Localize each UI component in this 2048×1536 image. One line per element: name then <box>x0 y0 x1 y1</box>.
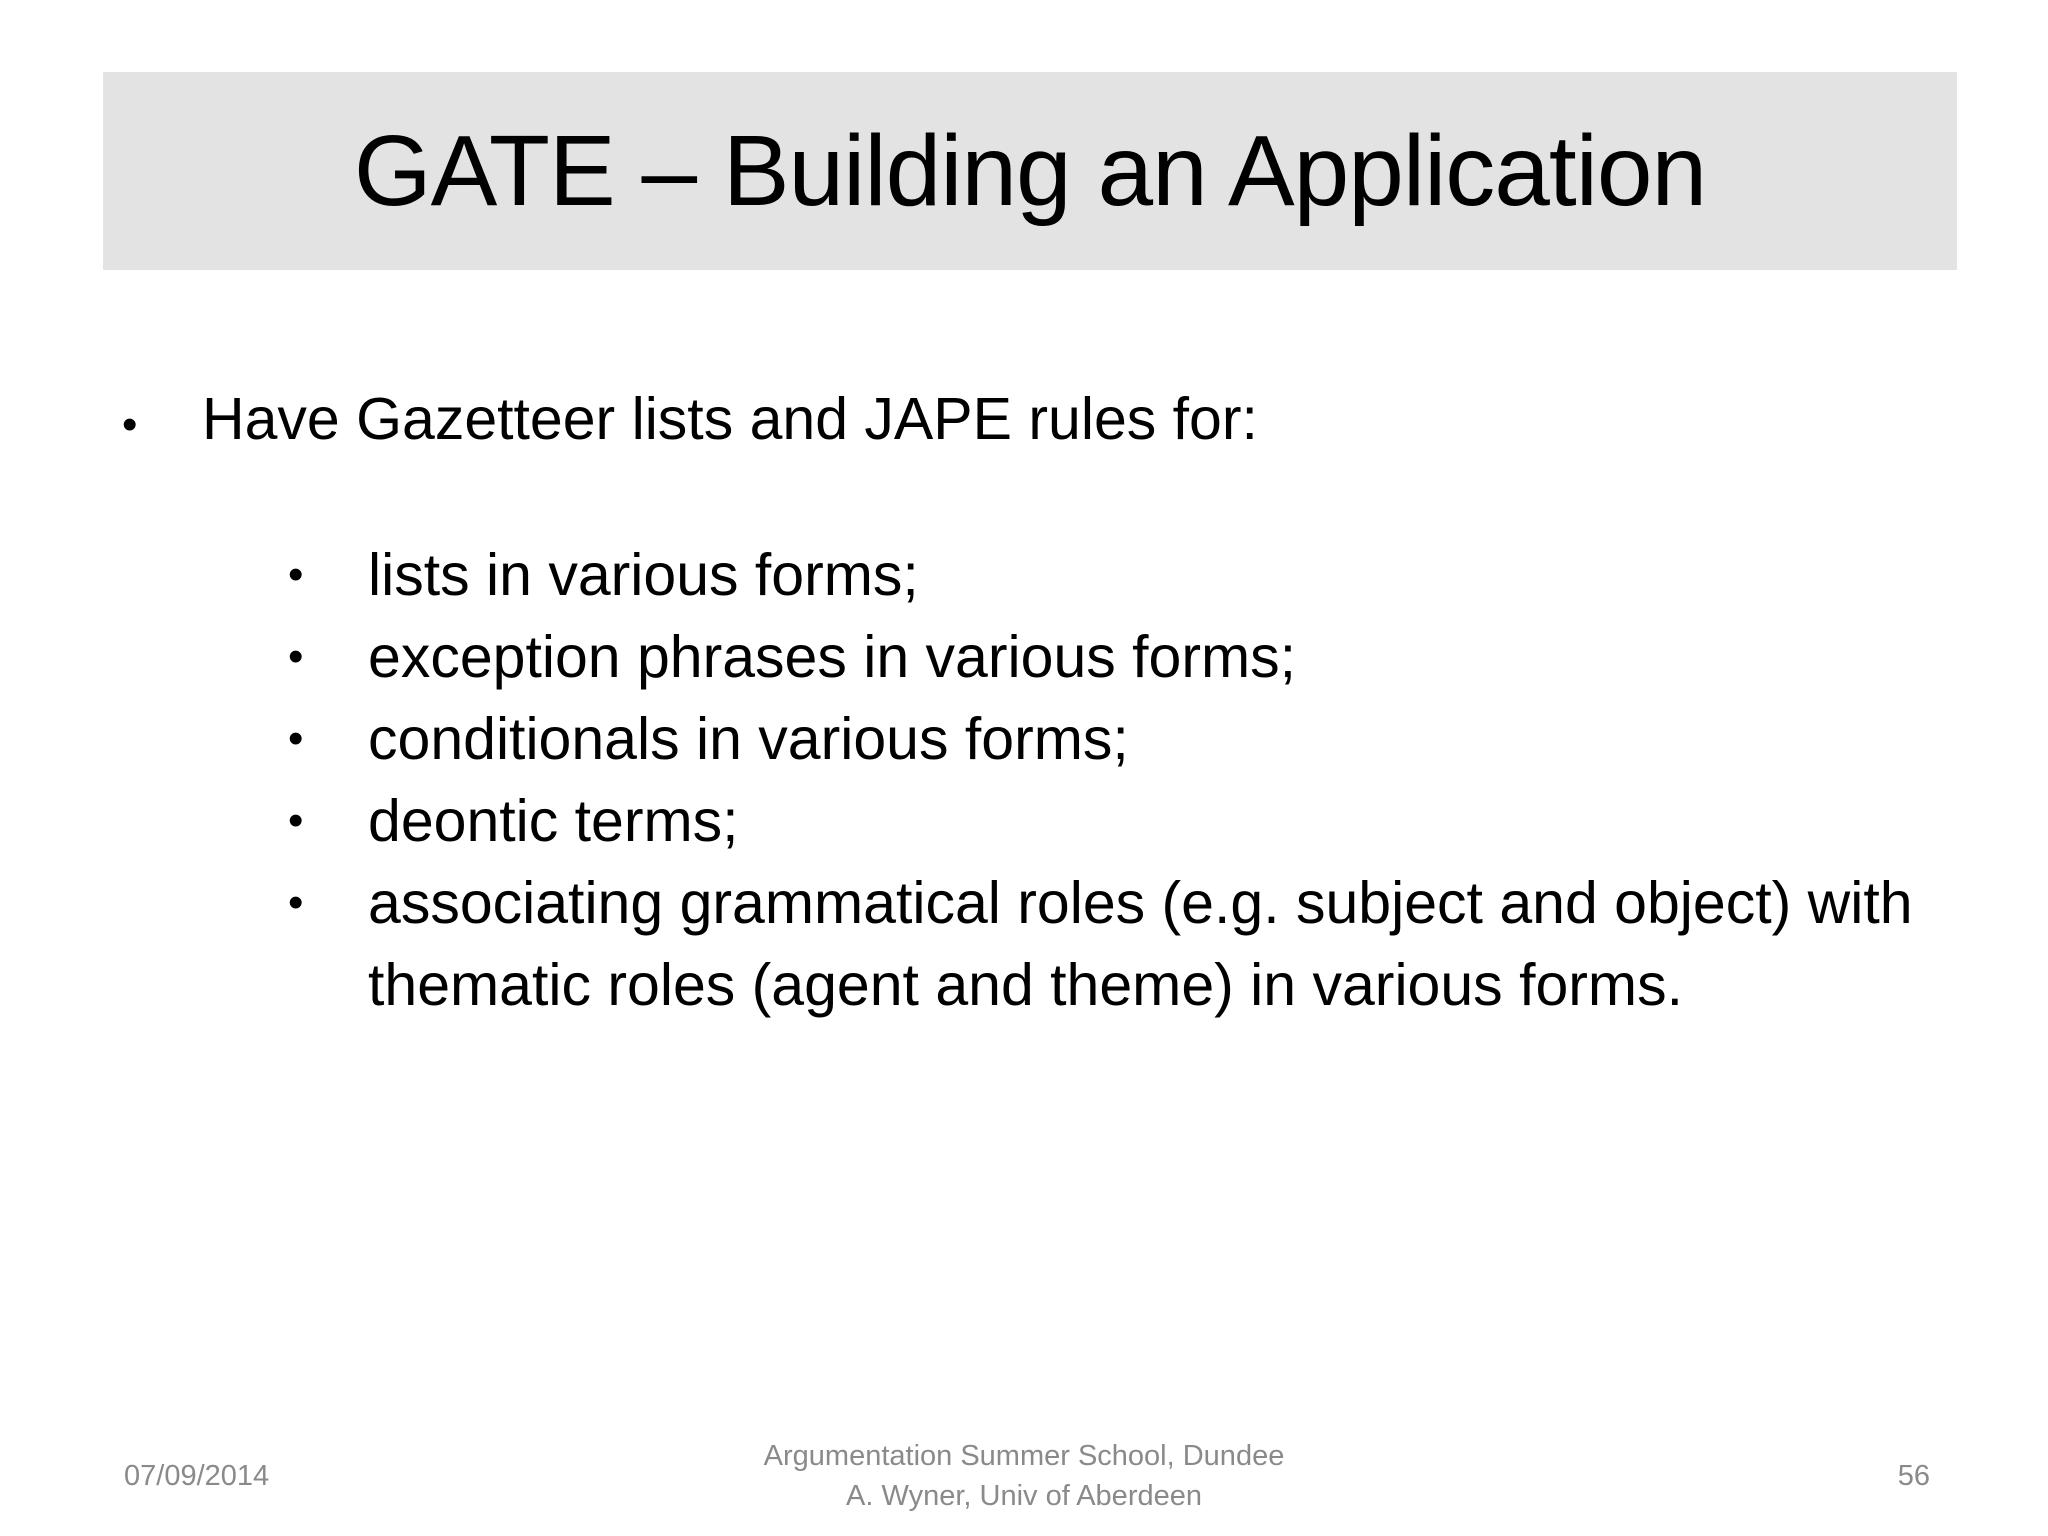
main-bullet <box>122 378 1258 466</box>
bullet-marker: • <box>288 878 304 927</box>
sub-bullet-text: associating grammatical roles (e.g. subject and object) with thematic roles (agent and theme) in various forms. <box>368 870 1913 1018</box>
bullet-marker: • <box>122 400 138 449</box>
footer-event-line: Argumentation Summer School, Dundee <box>763 1440 1285 1472</box>
sub-bullet-item <box>288 698 2008 780</box>
slide-title-bar <box>103 72 1957 270</box>
bullet-marker: • <box>288 550 304 599</box>
sub-bullet-text: lists in various forms; <box>368 542 919 608</box>
sub-bullet-item <box>288 534 2008 616</box>
sub-bullet-text: deontic terms; <box>368 788 739 854</box>
main-bullet-text: Have Gazetteer lists and JAPE rules for: <box>202 386 1258 452</box>
bullet-marker: • <box>288 714 304 763</box>
slide-number: 56 <box>1897 1460 1930 1492</box>
sub-bullet-item <box>288 616 2008 698</box>
sub-bullet-text: conditionals in various forms; <box>368 706 1129 772</box>
sub-bullet-text: exception phrases in various forms; <box>368 624 1297 690</box>
sub-bullet-item <box>288 862 2008 1026</box>
bullet-marker: • <box>288 796 304 845</box>
footer-author-line: A. Wyner, Univ of Aberdeen <box>846 1480 1202 1512</box>
footer-date: 07/09/2014 <box>124 1460 270 1492</box>
bullet-marker: • <box>288 632 304 681</box>
sub-bullet-item <box>288 780 2008 862</box>
footer-event-info <box>724 1436 1324 1516</box>
slide-title: GATE – Building an Application <box>353 115 1707 227</box>
sub-bullet-list <box>288 534 2008 1026</box>
